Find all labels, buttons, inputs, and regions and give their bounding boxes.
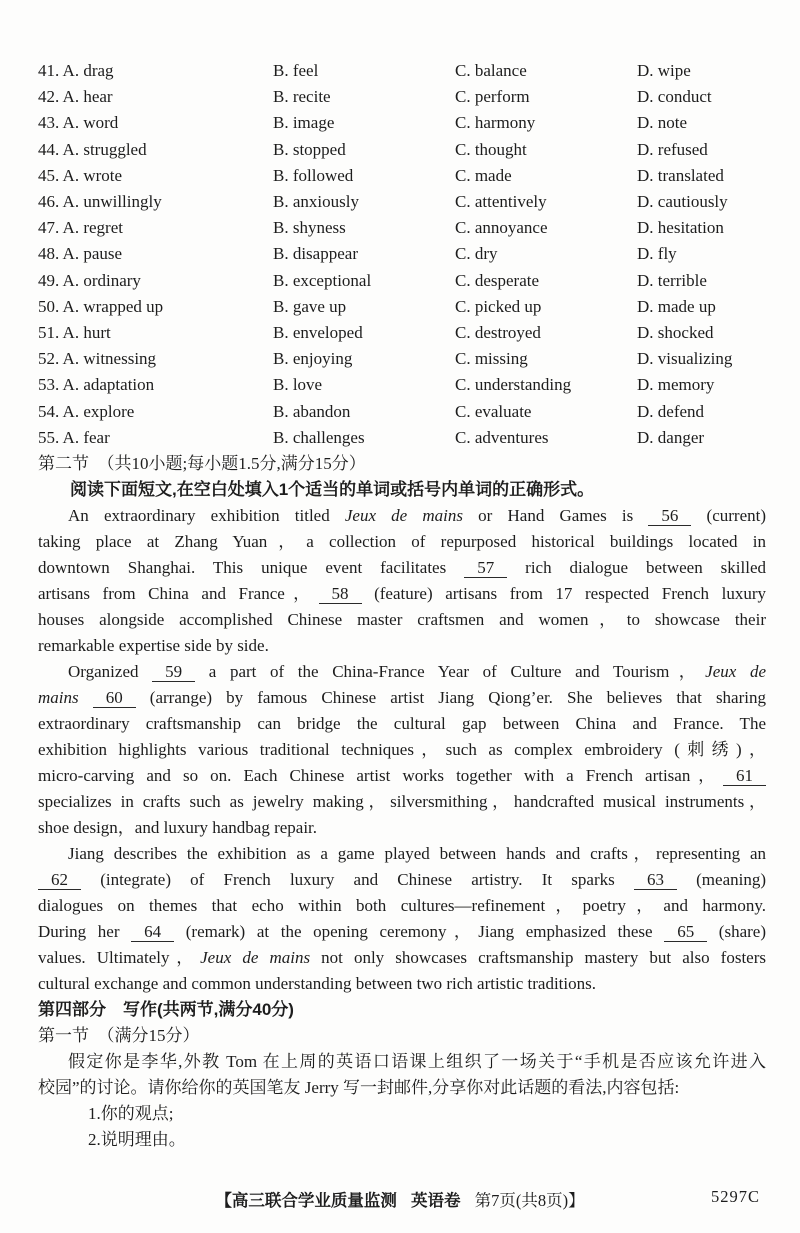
- option-cell: C. made: [455, 165, 512, 185]
- page-footer: [0, 1187, 800, 1211]
- fill-blank-63: 63: [634, 870, 677, 890]
- option-cell: D. cautiously: [637, 192, 728, 212]
- option-cell: 49. A. ordinary: [38, 270, 141, 290]
- option-cell: C. balance: [455, 61, 527, 81]
- text-run: cultural exchange and common understanding between two rich artistic traditions.: [38, 973, 596, 993]
- option-cell: B. disappear: [273, 244, 358, 264]
- option-cell: B. anxiously: [273, 192, 359, 212]
- text-run: Organized: [68, 661, 153, 681]
- passage-line: [38, 737, 766, 763]
- option-row: [38, 294, 766, 320]
- option-row: [38, 372, 766, 398]
- option-row: [38, 58, 766, 84]
- passage-line: [38, 685, 766, 711]
- passage-line: [38, 945, 766, 971]
- prompt-list-item: 2.说明理由。: [88, 1129, 186, 1149]
- text-run: micro-carving and so on. Each Chinese artist works together with a French artisan，: [38, 765, 723, 785]
- option-cell: 45. A. wrote: [38, 165, 123, 185]
- option-cell: D. defend: [637, 401, 705, 421]
- option-cell: 51. A. hurt: [38, 322, 111, 342]
- option-cell: B. challenges: [273, 427, 365, 447]
- option-cell: B. feel: [273, 61, 319, 81]
- fill-blank-61: 61: [723, 766, 766, 786]
- option-cell: B. exceptional: [273, 270, 372, 290]
- text-run: a part of the China-France Year of Culture and Tourism，: [195, 661, 706, 681]
- text-run: (share): [707, 921, 766, 941]
- option-cell: 48. A. pause: [38, 244, 123, 264]
- text-run: Jiang describes the exhibition as a game played between hands and crafts，representing an: [68, 843, 766, 863]
- fill-blank-56: 56: [648, 506, 691, 526]
- option-cell: C. attentively: [455, 192, 547, 212]
- passage-line: [38, 893, 766, 919]
- option-cell: D. refused: [637, 139, 708, 159]
- option-cell: 42. A. hear: [38, 87, 113, 107]
- footer-page-number: 第7页(共8页)】: [474, 1191, 585, 1210]
- option-cell: B. love: [273, 375, 323, 395]
- option-cell: B. recite: [273, 87, 331, 107]
- option-cell: D. memory: [637, 375, 715, 395]
- option-cell: B. followed: [273, 165, 354, 185]
- text-run: 校园”的讨论。请你给你的英国笔友 Jerry 写一封邮件,分享你对此话题的看法,内容包括:: [38, 1077, 680, 1097]
- option-cell: 53. A. adaptation: [38, 375, 155, 395]
- text-run: houses alongside accomplished Chinese master craftsmen and women，to showcase their: [38, 609, 766, 629]
- section-two-instruction: 阅读下面短文,在空白处填入1个适当的单词或括号内单词的正确形式。: [70, 479, 595, 499]
- text-run: specializes in crafts such as jewelry making，silversmithing，handcrafted musical instruments，: [38, 791, 766, 811]
- option-cell: D. shocked: [637, 322, 714, 342]
- option-cell: D. hesitation: [637, 218, 724, 238]
- text-run: not only showcases craftsmanship mastery but also fosters: [310, 947, 766, 967]
- option-cell: D. terrible: [637, 270, 707, 290]
- option-row: [38, 215, 766, 241]
- passage-line: [38, 763, 766, 789]
- option-cell: C. desperate: [455, 270, 540, 290]
- option-cell: B. enjoying: [273, 349, 353, 369]
- passage-line: [38, 633, 766, 659]
- option-cell: C. harmony: [455, 113, 536, 133]
- text-run: (integrate) of French luxury and Chinese artistry. It sparks: [81, 869, 634, 889]
- passage-line: [38, 789, 766, 815]
- italic-text: Jeux de mains: [200, 947, 311, 967]
- option-cell: 55. A. fear: [38, 427, 110, 447]
- passage-line: [38, 555, 766, 581]
- option-cell: C. destroyed: [455, 322, 541, 342]
- passage-line: [38, 607, 766, 633]
- footer-subject-name: 英语卷: [411, 1192, 461, 1210]
- option-cell: 50. A. wrapped up: [38, 296, 164, 316]
- text-run: (arrange) by famous Chinese artist Jiang Qiong’er. She believes that sharing: [135, 687, 766, 707]
- option-cell: C. evaluate: [455, 401, 532, 421]
- passage-line: [38, 867, 766, 893]
- option-cell: B. gave up: [273, 296, 347, 316]
- option-row: [38, 346, 766, 372]
- option-cell: C. picked up: [455, 296, 542, 316]
- fill-blank-57: 57: [464, 558, 507, 578]
- option-row: [38, 137, 766, 163]
- fill-blank-60: 60: [93, 688, 136, 708]
- text-run: downtown Shanghai. This unique event facilitates: [38, 557, 465, 577]
- writing-prompt: [38, 1049, 766, 1101]
- option-cell: 52. A. witnessing: [38, 349, 157, 369]
- fill-blank-65: 65: [664, 922, 707, 942]
- section-four-sub-header: 第一节 （满分15分）: [38, 1025, 200, 1045]
- text-run: shoe design，and luxury handbag repair.: [38, 817, 318, 837]
- fill-blank-64: 64: [131, 922, 174, 942]
- section-two-header: 第二节 （共10小题;每小题1.5分,满分15分）: [38, 453, 366, 473]
- option-cell: D. note: [637, 113, 688, 133]
- prompt-line: [38, 1075, 766, 1101]
- text-run: or Hand Games is: [463, 505, 649, 525]
- option-row: [38, 425, 766, 451]
- option-cell: D. wipe: [637, 61, 691, 81]
- option-cell: C. annoyance: [455, 218, 548, 238]
- footer-paper-code: 5297C: [710, 1187, 760, 1206]
- option-row: [38, 241, 766, 267]
- italic-text: Jeux de mains: [344, 505, 464, 525]
- passage-line: [38, 711, 766, 737]
- passage-line: [38, 841, 766, 867]
- section-four-header: 第四部分 写作(共两节,满分40分): [38, 999, 294, 1019]
- fill-blank-59: 59: [152, 662, 195, 682]
- passage-line: [38, 503, 766, 529]
- option-row: [38, 110, 766, 136]
- option-cell: C. understanding: [455, 375, 572, 395]
- text-run: (remark) at the opening ceremony，Jiang emphasized these: [174, 921, 665, 941]
- option-row: [38, 268, 766, 294]
- option-cell: 41. A. drag: [38, 61, 114, 81]
- text-run: (feature) artisans from 17 respected French luxury: [361, 583, 766, 603]
- text-run: exhibition highlights various traditional techniques，such as complex embroidery (刺绣)，: [38, 739, 766, 759]
- option-cell: 46. A. unwillingly: [38, 192, 162, 212]
- text-run: (current): [691, 505, 766, 525]
- option-row: [38, 320, 766, 346]
- footer-exam-title: 【高三联合学业质量监测: [215, 1192, 397, 1210]
- option-cell: 47. A. regret: [38, 218, 123, 238]
- option-cell: 43. A. word: [38, 113, 119, 133]
- passage-line: [38, 815, 766, 841]
- italic-text: mains: [38, 687, 93, 707]
- option-row: [38, 189, 766, 215]
- cloze-options-table: [38, 58, 766, 451]
- option-cell: C. thought: [455, 139, 527, 159]
- option-cell: B. image: [273, 113, 335, 133]
- text-run: extraordinary craftsmanship can bridge the cultural gap between China and France. The: [38, 713, 766, 733]
- option-cell: C. missing: [455, 349, 528, 369]
- text-run: remarkable expertise side by side.: [38, 635, 269, 655]
- option-cell: D. conduct: [637, 87, 712, 107]
- option-cell: B. abandon: [273, 401, 351, 421]
- passage-line: [38, 659, 766, 685]
- option-cell: D. danger: [637, 427, 705, 447]
- passage-line: [38, 971, 766, 997]
- passage-line: [38, 529, 766, 555]
- cloze-passage: [38, 503, 766, 997]
- italic-text: Jeux de: [705, 661, 766, 681]
- text-run: dialogues on themes that echo within both cultures—refinement，poetry，and harmony.: [38, 895, 766, 915]
- option-cell: C. adventures: [455, 427, 549, 447]
- option-cell: D. fly: [637, 244, 677, 264]
- option-cell: B. enveloped: [273, 322, 363, 342]
- passage-line: [38, 581, 766, 607]
- option-cell: 44. A. struggled: [38, 139, 147, 159]
- prompt-line: [38, 1049, 766, 1075]
- writing-prompt-list: [38, 1101, 766, 1153]
- option-cell: B. shyness: [273, 218, 346, 238]
- option-cell: D. translated: [637, 165, 724, 185]
- option-cell: D. visualizing: [637, 349, 733, 369]
- text-run: During her: [38, 921, 132, 941]
- text-run: artisans from China and France，: [38, 583, 319, 603]
- passage-line: [38, 919, 766, 945]
- option-cell: D. made up: [637, 296, 716, 316]
- text-run: values. Ultimately，: [38, 947, 201, 967]
- fill-blank-62: 62: [38, 870, 81, 890]
- text-run: rich dialogue between skilled: [507, 557, 766, 577]
- option-cell: 54. A. explore: [38, 401, 135, 421]
- option-cell: C. perform: [455, 87, 530, 107]
- text-run: An extraordinary exhibition titled: [68, 505, 345, 525]
- option-row: [38, 163, 766, 189]
- option-cell: B. stopped: [273, 139, 346, 159]
- prompt-list-item: 1.你的观点;: [88, 1103, 174, 1123]
- option-cell: C. dry: [455, 244, 498, 264]
- option-row: [38, 84, 766, 110]
- text-run: taking place at Zhang Yuan，a collection of repurposed historical buildings located in: [38, 531, 766, 551]
- text-run: 假定你是李华,外教 Tom 在上周的英语口语课上组织了一场关于“手机是否应该允许进入: [68, 1051, 766, 1071]
- fill-blank-58: 58: [319, 584, 362, 604]
- text-run: (meaning): [676, 869, 766, 889]
- option-row: [38, 398, 766, 424]
